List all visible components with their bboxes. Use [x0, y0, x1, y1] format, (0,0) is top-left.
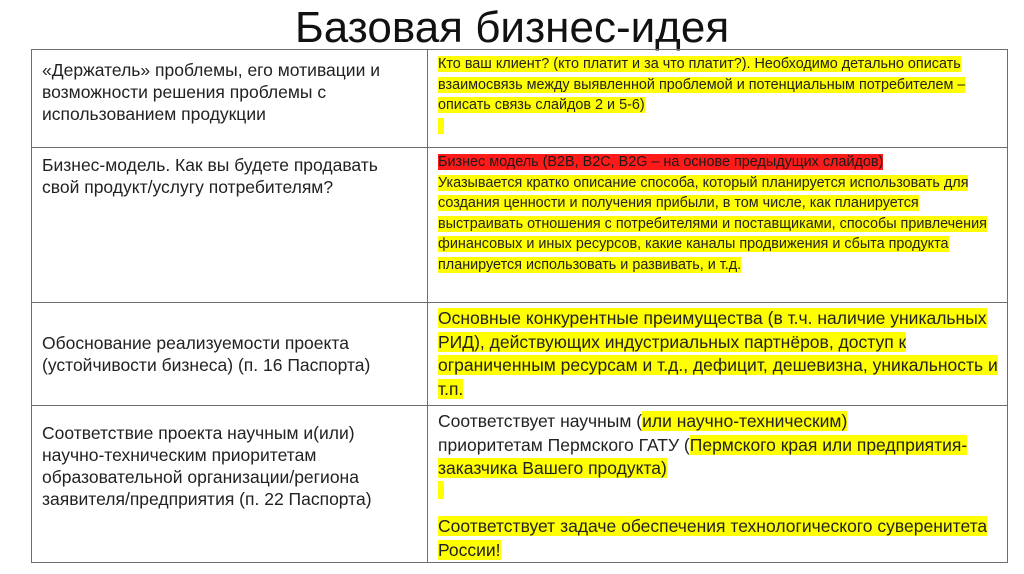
row2-right-block — [428, 148, 1007, 275]
row4-left-cell — [32, 406, 428, 563]
row4-right-hl-a: или научно-техническим) — [642, 411, 848, 431]
row1-right-block — [428, 50, 1007, 140]
row2-right-red-text: Бизнес модель (B2B, B2C, B2G – на основе предыдущих слайдов) — [438, 154, 884, 170]
text-cursor-marker — [438, 118, 444, 134]
row3-left-cell — [32, 303, 428, 406]
row4-right-cell — [428, 406, 1008, 563]
row2-right-text: Указывается кратко описание способа, который планируется использовать для создания ценности и получения прибыли, в том числе, как планируется выстраивать отношения с потребителями и поставщиками, способы привлечения финансовых и иных ресурсов, какие каналы продвижения и сбыта продукта планируется использовать и развивать, и т.д. — [438, 174, 987, 273]
row4-left-text: Соответствие проекта научным и(или) научно-техническим приоритетам образовательной организации/региона заявителя/предприятия (п. 22 Паспорта) — [42, 423, 372, 509]
page-title: Базовая бизнес-идея — [294, 3, 730, 52]
row4-right-plain-b: приоритетам Пермского ГАТУ ( — [438, 434, 690, 455]
row1-left-text: «Держатель» проблемы, его мотивации и возможности решения проблемы с использованием продукции — [42, 60, 380, 124]
table-row — [32, 406, 1008, 563]
row1-right-text: Кто ваш клиент? (кто платит и за что платит?). Необходимо детально описать взаимосвязь между выявленной проблемой и потенциальным потребителем – описать связь слайдов 2 и 5-6) — [438, 56, 966, 113]
table-row — [32, 50, 1008, 148]
row2-left-cell — [32, 148, 428, 303]
row1-right-cell — [428, 50, 1008, 148]
row1-left-cell — [32, 50, 428, 148]
row4-right-p2-text: Соответствует задаче обеспечения технологического суверенитета России! — [438, 516, 988, 560]
row2-right-cell — [428, 148, 1008, 303]
row4-right-paragraph-1 — [438, 410, 999, 505]
business-idea-table — [31, 49, 1008, 563]
table-row — [32, 148, 1008, 303]
row3-right-text: Основные конкурентные преимущества (в т.ч. наличие уникальных РИД), действующих индустриальных партнёров, доступ к ограниченным ресурсам и т.д., дефицит, дешевизна, уникальность и т.п. — [438, 308, 998, 399]
row3-right-cell — [428, 303, 1008, 406]
row4-right-hl-b: Пермского края или предприятия-заказчика Вашего продукта) — [438, 434, 968, 478]
row2-left-text: Бизнес-модель. Как вы будете продавать свой продукт/услугу потребителям? — [42, 155, 378, 197]
row3-left-text: Обоснование реализуемости проекта (устойчивости бизнеса) (п. 16 Паспорта) — [42, 333, 371, 375]
row4-right-block — [428, 406, 1007, 562]
row4-right-paragraph-2 — [438, 515, 999, 562]
table-row — [32, 303, 1008, 406]
row3-right-block — [428, 303, 1007, 401]
text-cursor-marker — [438, 481, 444, 499]
row4-right-plain-a: Соответствует научным ( — [438, 411, 643, 431]
